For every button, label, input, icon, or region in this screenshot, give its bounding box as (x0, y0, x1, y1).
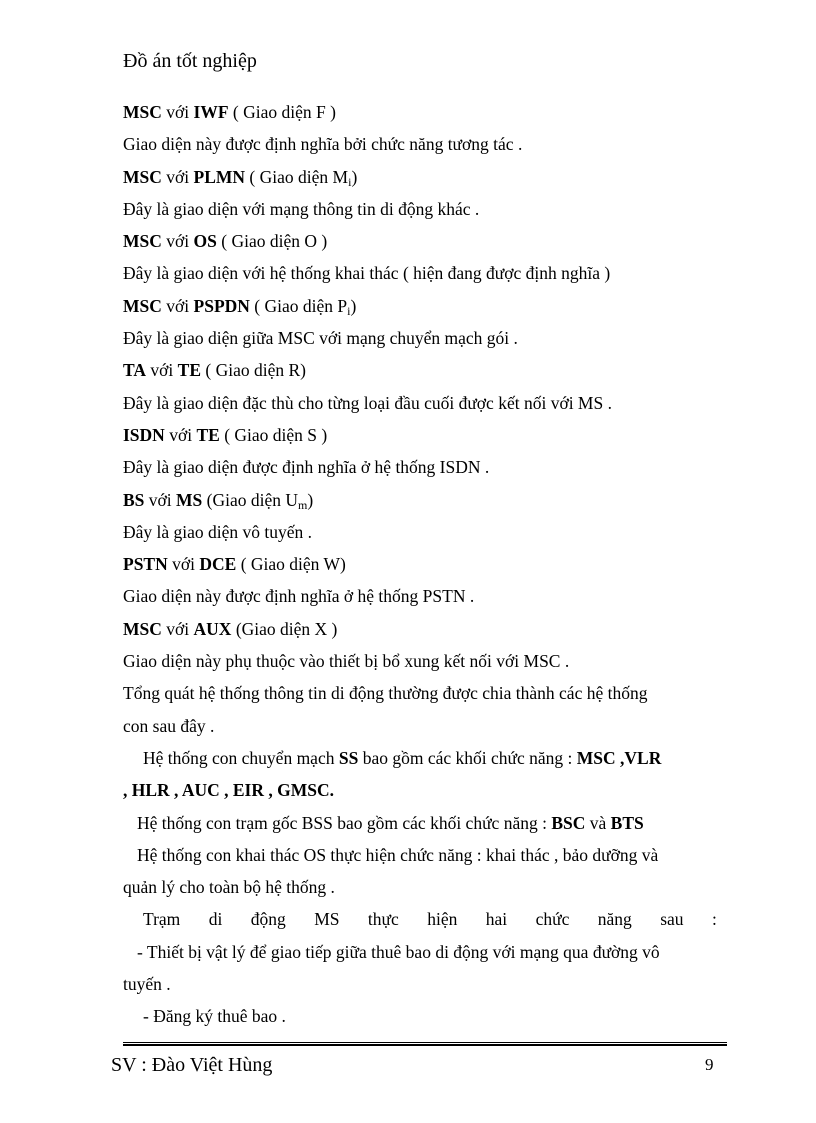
interface-description: Đây là giao diện đặc thù cho từng loại đầu cuối được kết nối với MS . (123, 392, 612, 413)
footer-author: SV : Đào Việt Hùng (111, 1054, 273, 1076)
interface-description: Đây là giao diện giữa MSC với mạng chuyển mạch gói . (123, 328, 518, 349)
switching-subsystem-line: Hệ thống con chuyển mạch SS bao gồm các khối chức năng : MSC ,VLR (143, 747, 662, 768)
interface-description: Đây là giao diện được định nghĩa ở hệ thống ISDN . (123, 457, 490, 478)
interface-heading: MSC với OS ( Giao diện O ) (123, 231, 328, 252)
interface-heading: MSC với IWF ( Giao diện F ) (123, 102, 336, 122)
os-subsystem-line: quản lý cho toàn bộ hệ thống . (123, 877, 335, 898)
interface-heading: MSC với PSPDN ( Giao diện $P_i$) (123, 295, 357, 318)
interface-heading: MSC với PLMN ( Giao diện $M_i$) (123, 166, 358, 189)
interface-description: Giao diện này phụ thuộc vào thiết bị bổ xung kết nối với MSC . (123, 651, 570, 672)
interface-description: Đây là giao diện với mạng thông tin di động khác . (123, 198, 480, 219)
interface-heading: PSTN với DCE ( Giao diện W) (123, 554, 346, 575)
interface-heading: ISDN với TE ( Giao diện S ) (123, 424, 328, 445)
summary-paragraph-line: Tổng quát hệ thống thông tin di động thường được chia thành các hệ thống (123, 683, 648, 704)
interface-heading: MSC với AUX (Giao diện X ) (123, 618, 338, 639)
bullet-line: tuyến . (123, 974, 171, 995)
document-header: Đồ án tốt nghiệp (123, 50, 257, 72)
bullet-line: - Thiết bị vật lý để giao tiếp giữa thuê bao di động với mạng qua đường vô (137, 941, 660, 962)
switching-subsystem-line: , HLR , AUC , EIR , GMSC. (123, 780, 334, 801)
interface-description: Giao diện này được định nghĩa ở hệ thống PSTN . (123, 586, 475, 607)
bullet-line: - Đăng ký thuê bao . (143, 1006, 286, 1027)
bss-subsystem-line: Hệ thống con trạm gốc BSS bao gồm các khối chức năng : BSC và BTS (137, 812, 644, 833)
interface-heading: BS với MS (Giao diện $U_m$) (123, 489, 314, 512)
interface-heading: TA với TE ( Giao diện R) (123, 360, 306, 381)
page-number: 9 (705, 1055, 714, 1074)
os-subsystem-line: Hệ thống con khai thác OS thực hiện chức năng : khai thác , bảo dưỡng và (137, 844, 659, 865)
interface-description: Đây là giao diện với hệ thống khai thác ( hiện đang được định nghĩa ) (123, 263, 611, 284)
document-body (123, 96, 717, 1033)
mobile-station-line: Trạm di động MS thực hiện hai chức năng sau : (143, 909, 717, 930)
footer-divider (123, 1042, 727, 1046)
interface-description: Giao diện này được định nghĩa bởi chức năng tương tác . (123, 134, 523, 155)
interface-description: Đây là giao diện vô tuyến . (123, 521, 313, 542)
summary-paragraph-line: con sau đây . (123, 715, 215, 736)
